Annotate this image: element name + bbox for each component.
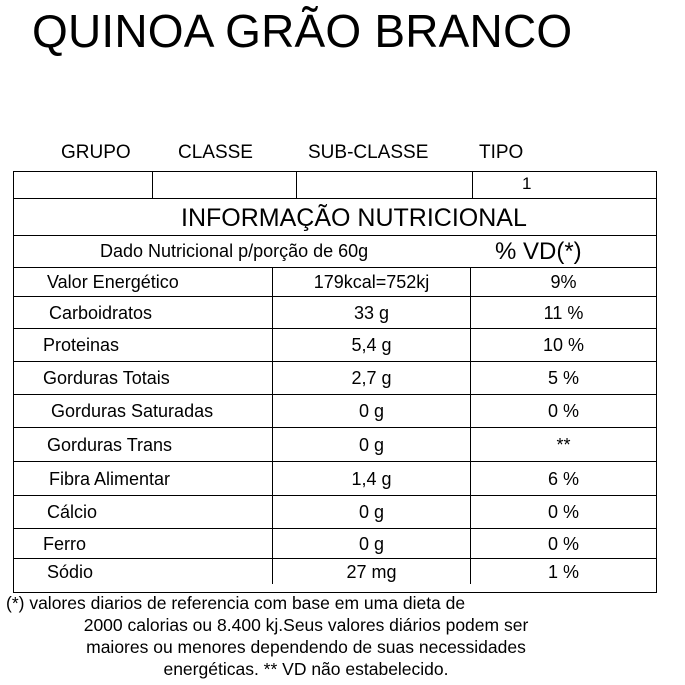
nutrient-name-cell	[14, 268, 273, 296]
nutrient-name: Cálcio	[47, 502, 98, 522]
nutrient-vd: 10 %	[542, 335, 585, 355]
nutrient-amount: 0 g	[358, 502, 385, 522]
nutrition-table	[13, 198, 657, 593]
nutrition-heading: INFORMAÇÃO NUTRICIONAL	[181, 204, 527, 232]
nutrient-row	[14, 297, 656, 329]
nutrient-row	[14, 268, 656, 297]
footnote-line: (*) valores diarios de referencia com base em uma dieta de	[6, 593, 466, 613]
nutrient-row	[14, 428, 656, 462]
nutrition-heading-row	[14, 199, 656, 236]
nutrient-vd: 0 %	[547, 502, 580, 522]
nutrient-vd-cell	[471, 529, 656, 558]
nutrient-amount: 0 g	[358, 533, 385, 554]
nutrient-name-cell	[14, 559, 273, 584]
nutrient-vd: 5 %	[547, 368, 580, 388]
nutrient-vd-cell	[471, 496, 656, 528]
nutrient-name: Ferro	[43, 533, 87, 554]
nutrient-row	[14, 496, 656, 529]
header-tipo: TIPO	[479, 142, 524, 163]
nutrient-row	[14, 329, 656, 362]
nutrient-vd-cell	[471, 362, 656, 394]
nutrient-name-cell	[14, 428, 273, 461]
header-grupo: GRUPO	[61, 142, 131, 163]
portion-row	[14, 236, 656, 268]
divider	[152, 172, 153, 198]
nutrient-vd: **	[556, 434, 571, 455]
nutrient-amount-cell	[273, 395, 471, 427]
nutrient-name: Carboidratos	[49, 302, 153, 323]
nutrient-name-cell	[14, 462, 273, 495]
product-title: QUINOA GRÃO BRANCO	[32, 5, 573, 57]
nutrient-rows	[14, 268, 656, 592]
nutrient-name: Gorduras Totais	[43, 368, 170, 388]
nutrient-vd-cell	[471, 559, 656, 584]
nutrient-amount-cell	[273, 559, 471, 584]
nutrient-vd-cell	[471, 462, 656, 495]
nutrient-name: Valor Energético	[47, 272, 179, 292]
nutrient-vd-cell	[471, 428, 656, 461]
vd-label: % VD(*)	[495, 238, 582, 265]
nutrient-amount: 1,4 g	[351, 468, 392, 489]
nutrient-amount: 33 g	[353, 302, 390, 323]
nutrient-vd-cell	[471, 329, 656, 361]
tipo-value: 1	[522, 174, 532, 193]
nutrient-name-cell	[14, 297, 273, 328]
nutrient-name: Fibra Alimentar	[49, 468, 171, 489]
nutrient-row	[14, 395, 656, 428]
nutrient-amount: 27 mg	[346, 561, 397, 582]
nutrient-vd: 1 %	[547, 561, 580, 582]
classification-row	[13, 171, 657, 198]
nutrient-name: Proteinas	[43, 335, 120, 355]
nutrient-name-cell	[14, 496, 273, 528]
nutrient-name-cell	[14, 329, 273, 361]
nutrient-vd-cell	[471, 395, 656, 427]
nutrient-vd-cell	[471, 297, 656, 328]
footnote-line: energéticas. ** VD não estabelecido.	[163, 659, 449, 679]
nutrient-amount-cell	[273, 496, 471, 528]
nutrient-row	[14, 529, 656, 559]
divider	[472, 172, 473, 198]
nutrient-vd: 6 %	[547, 468, 580, 489]
header-classe: CLASSE	[178, 142, 253, 163]
footnote-line: 2000 calorias ou 8.400 kj.Seus valores diários podem ser	[83, 615, 529, 635]
nutrient-row	[14, 462, 656, 496]
nutrient-name: Gorduras Saturadas	[51, 401, 214, 421]
nutrient-amount-cell	[273, 529, 471, 558]
divider	[296, 172, 297, 198]
footnote-line: maiores ou menores dependendo de suas necessidades	[86, 637, 526, 657]
nutrient-name-cell	[14, 395, 273, 427]
nutrient-amount: 5,4 g	[351, 335, 392, 355]
nutrient-vd: 0 %	[547, 401, 580, 421]
nutrient-row	[14, 559, 656, 584]
nutrient-amount-cell	[273, 362, 471, 394]
nutrient-vd-cell	[471, 268, 656, 296]
nutrient-amount: 2,7 g	[351, 368, 392, 388]
nutrient-amount-cell	[273, 428, 471, 461]
nutrient-amount-cell	[273, 297, 471, 328]
nutrient-amount-cell	[273, 268, 471, 296]
footnote	[6, 592, 606, 680]
nutrient-amount: 0 g	[358, 434, 385, 455]
nutrient-name-cell	[14, 529, 273, 558]
nutrient-row	[14, 362, 656, 395]
nutrient-amount: 0 g	[358, 401, 385, 421]
nutrient-amount: 179kcal=752kj	[313, 272, 430, 292]
nutrient-amount-cell	[273, 329, 471, 361]
nutrient-vd: 9%	[550, 272, 577, 292]
nutrient-name-cell	[14, 362, 273, 394]
nutrient-vd: 0 %	[547, 533, 580, 554]
portion-label: Dado Nutricional p/porção de 60g	[100, 241, 369, 261]
nutrient-name: Gorduras Trans	[47, 434, 173, 455]
header-sub-classe: SUB-CLASSE	[308, 142, 429, 163]
nutrient-amount-cell	[273, 462, 471, 495]
nutrient-vd: 11 %	[543, 302, 584, 323]
nutrient-name: Sódio	[47, 561, 94, 582]
